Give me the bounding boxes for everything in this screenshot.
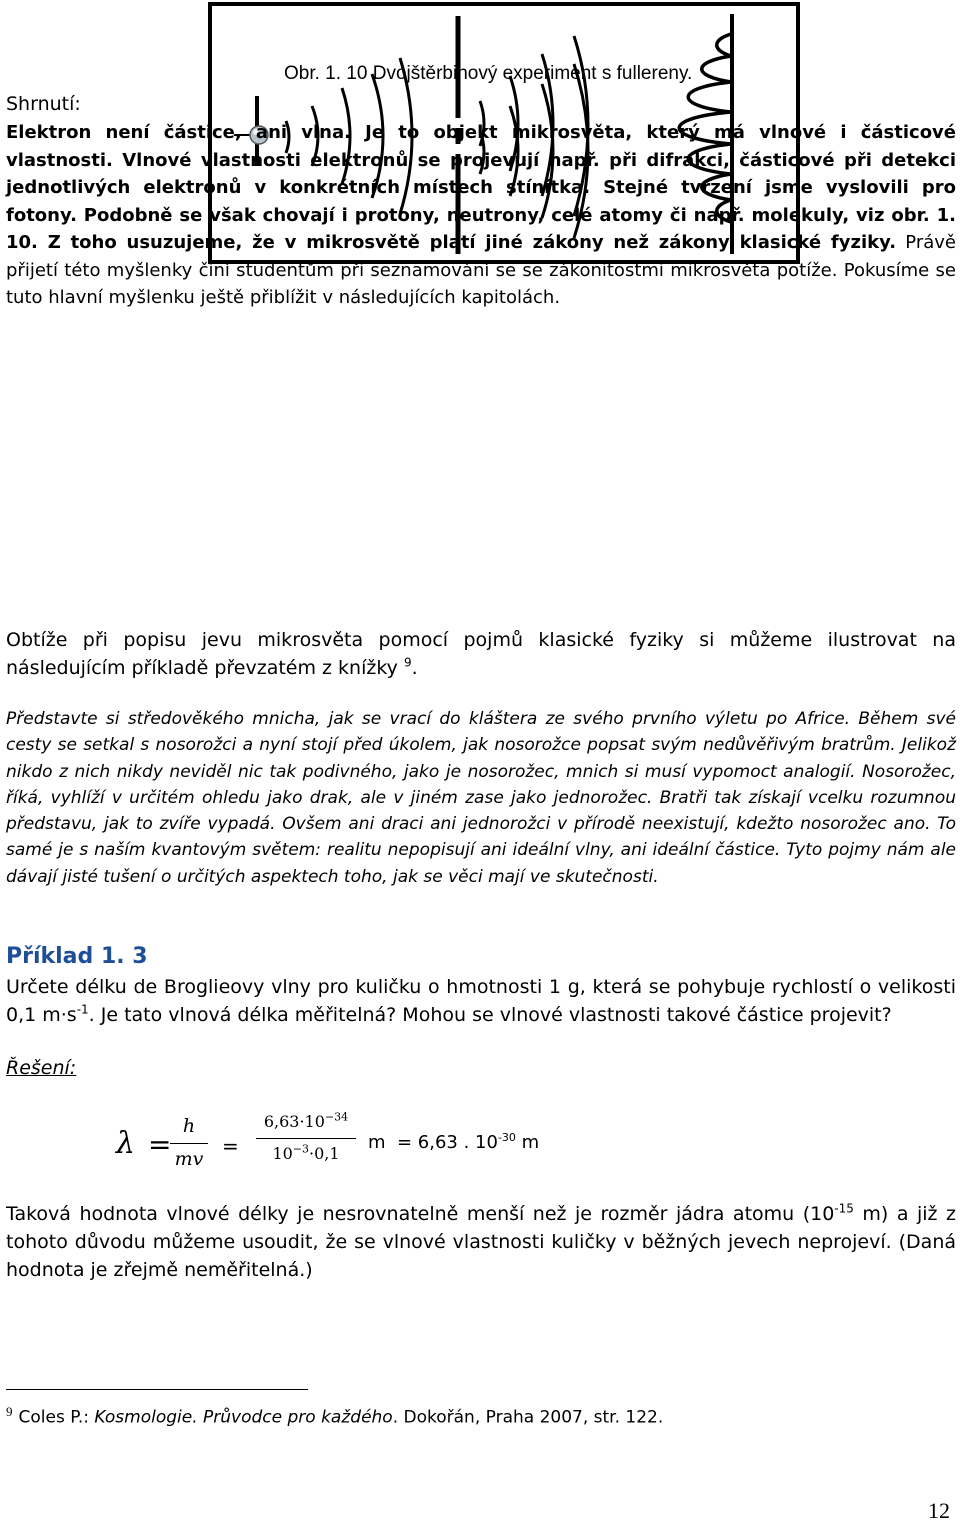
- example-title: Příklad 1. 3: [6, 944, 148, 969]
- footnote: $^9$ Coles P.: Kosmologie. Průvodce pro každého. Dokořán, Praha 2007, str. 122.: [6, 1404, 664, 1428]
- summary-heading: Shrnutí:: [6, 93, 81, 115]
- summary-rest-text: Právě přijetí této myšlenky činí studentům při seznamování se se zákonitostmi mikrosvěta potíže. Pokusíme se tuto hlavní myšlenku ještě přiblížit v následujících kapitolách.: [6, 232, 956, 308]
- footnote-divider: [6, 1389, 308, 1390]
- solution-label: Řešení:: [6, 1057, 77, 1079]
- formula-result: m = 6,63 . $10^{-30}$ m: [368, 1131, 540, 1153]
- illustration-paragraph: Obtíže při popisu jevu mikrosvěta pomocí pojmů klasické fyziky si můžeme ilustrovat na následujícím příkladě převzatém z knížky $^9$.: [6, 629, 956, 679]
- numeric-fraction: $6,63\cdot 10^{-34}$ $10^{-3}\cdot 0,1$: [256, 1112, 356, 1163]
- example-task: Určete délku de Broglieovy vlny pro kuličku o hmotnosti 1 g, která se pohybuje rychlostí o velikosti 0,1 $m\cdot s^{-1}$. Je tato vlnová délka měřitelná? Mohou se vlnové vlastnosti takové částice projevit?: [6, 976, 956, 1026]
- h-over-mv-fraction: h mv: [170, 1115, 208, 1170]
- rhino-quote: Představte si středověkého mnicha, jak se vrací do kláštera ze svého prvního výletu po Africe. Během své cesty se setkal s nosorožci a nyní stojí před úkolem, jak nosorožce popsat svým nedůvěřivým bratrům. Jelikož nikdo z nich nikdy neviděl nic tak podivného, jako je nosorožec, mnich si musí vypomoct analogií. Nosorožec, říká, vyhlíží v určitém ohledu jako drak, ale v jiném zase jako jednorožec. Bratři tak získají vcelku rozumnou představu, jak to zvíře vypadá. Ovšem ani draci ani jednorožci v přírodě neexistují, kdežto nosorožec ano. To samé je s naším kvantovým světem: realitu nepopisují ani ideální vlny, ani ideální částice. Tyto pojmy nám ale dávají jisté tušení o určitých aspektech toho, jak se věci mají ve skutečnosti.: [6, 709, 956, 887]
- page-number: 12: [928, 1498, 950, 1523]
- illustration-text: Obtíže při popisu jevu mikrosvěta pomocí pojmů klasické fyziky si můžeme ilustrovat na následujícím příkladě převzatém z knížky: [6, 629, 956, 679]
- footnote-reference[interactable]: 9: [403, 655, 412, 670]
- footnote-book-title: Kosmologie. Průvodce pro každého: [94, 1407, 393, 1428]
- summary-bold-text: Elektron není částice, ani vlna. Je to objekt mikrosvěta, který má vlnové i částicové vlastnosti. Vlnové vlastnosti elektronů se projevují např. při difrakci, částicové při detekci jednotlivých elektronů v konkrétních místech stínítka. Stejné tvrzení jsme vyslovili pro fotony. Podobně se však chovají i protony, neutrony, celé atomy či např. molekuly, viz obr. 1. 10. Z toho usuzujeme, že v mikrosvětě platí jiné zákony než zákony klasické fyziky.: [6, 122, 956, 253]
- conclusion-paragraph: Taková hodnota vlnové délky je nesrovnatelně menší než je rozměr jádra atomu ($10^{-15}$ m) a již z tohoto důvodu můžeme usoudit, že se vlnové vlastnosti kuličky v běžných jevech neprojeví. (Daná hodnota je zřejmě neměřitelná.): [6, 1201, 956, 1281]
- figure-caption: Obr. 1. 10 Dvojštěrbinový experiment s fullereny.: [284, 63, 693, 84]
- lambda-symbol: λ: [116, 1126, 136, 1161]
- footnote-number: 9: [6, 1404, 13, 1419]
- de-broglie-formula: λ = h mv = $6,63\cdot 10^{-34}$ $10^{-3}\cdot 0,1$ m = 6,63 . $10^{-30}$ m: [116, 1110, 540, 1170]
- summary-paragraph: [6, 119, 956, 312]
